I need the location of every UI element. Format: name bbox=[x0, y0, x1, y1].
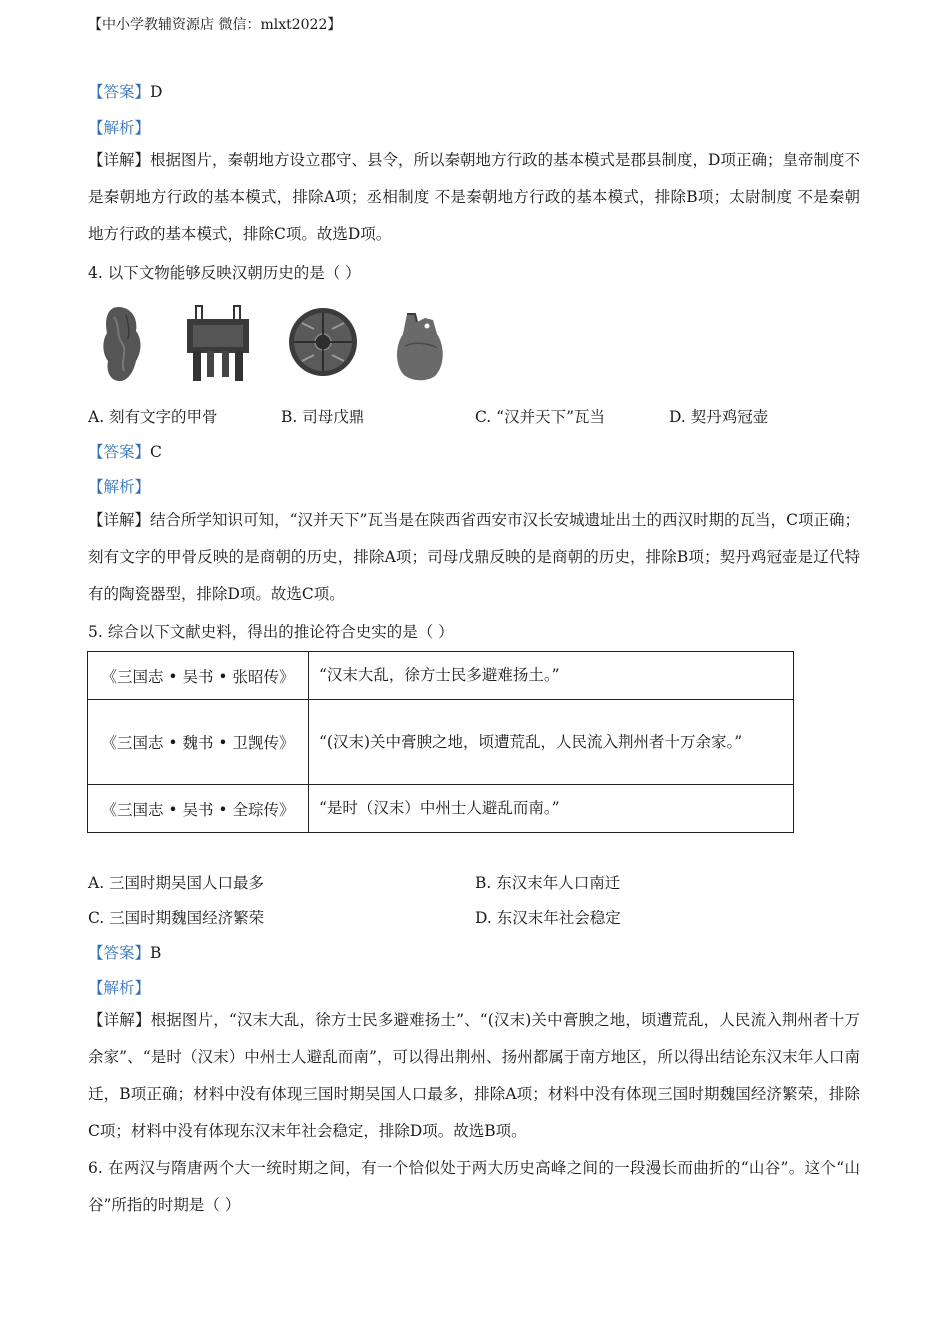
ding-vessel-icon bbox=[183, 303, 253, 383]
q5-detail bbox=[88, 1002, 860, 1150]
q5-option-b: B. 东汉末年人口南迁 bbox=[475, 874, 621, 892]
q5-option-d: D. 东汉末年社会稳定 bbox=[475, 909, 621, 927]
detail-text: 结合所学知识可知，“汉并天下”瓦当是在陕西省西安市汉长安城遗址出土的西汉时期的瓦当，C项正确；刻有文字的甲骨反映的是商朝的历史，排除A项；司母戊鼎反映的是商朝的历史，排除B项；契丹鸡冠壶是辽代特有的陶瓷器型，排除D项。故选C项。 bbox=[88, 511, 860, 603]
table-row bbox=[88, 700, 794, 785]
q3-answer-line bbox=[88, 80, 162, 102]
q4-option-b: B. 司母戊鼎 bbox=[281, 408, 365, 426]
q5-option-c: C. 三国时期魏国经济繁荣 bbox=[88, 909, 265, 927]
source-cell: 《三国志 • 吴书 • 全琮传》 bbox=[88, 785, 309, 833]
source-cell: 《三国志 • 魏书 • 卫觊传》 bbox=[88, 700, 309, 785]
khitan-pot-icon bbox=[393, 310, 447, 382]
answer-tag: 【答案】 bbox=[88, 443, 151, 461]
q4-answer-line bbox=[88, 440, 162, 462]
q6-question: 6. 在两汉与隋唐两个大一统时期之间，有一个恰似处于两大历史高峰之间的一段漫长而曲折的“山谷”。这个“山谷”所指的时期是（ ） bbox=[88, 1159, 860, 1214]
q5-option-a: A. 三国时期吴国人口最多 bbox=[88, 874, 265, 892]
q5-question: 5. 综合以下文献史料，得出的推论符合史实的是（ ） bbox=[88, 623, 454, 641]
oracle-bone-icon bbox=[98, 305, 146, 383]
tile-end-icon bbox=[288, 307, 358, 377]
table-row bbox=[88, 652, 794, 700]
q4-question: 4. 以下文物能够反映汉朝历史的是（ ） bbox=[88, 264, 361, 282]
q3-detail bbox=[88, 142, 860, 253]
answer-tag: 【答案】 bbox=[88, 944, 151, 962]
table-row bbox=[88, 785, 794, 833]
detail-tag: 【详解】 bbox=[88, 511, 151, 529]
detail-tag: 【详解】 bbox=[88, 1011, 151, 1029]
quote-cell: “是时（汉末）中州士人避乱而南。” bbox=[309, 785, 794, 833]
q3-analysis-tag: 【解析】 bbox=[88, 119, 151, 137]
q4-option-a: A. 刻有文字的甲骨 bbox=[88, 408, 218, 426]
answer-tag: 【答案】 bbox=[88, 83, 151, 101]
q4-option-d: D. 契丹鸡冠壶 bbox=[669, 408, 769, 426]
detail-text: 根据图片，秦朝地方设立郡守、县令，所以秦朝地方行政的基本模式是郡县制度，D项正确；皇帝制度不是秦朝地方行政的基本模式，排除A项；丞相制度 不是秦朝地方行政的基本模式，排除B项；太尉制度 不是秦朝地方行政的基本模式，排除C项。故选D项。 bbox=[88, 151, 860, 243]
q4-option-c: C. “汉并天下”瓦当 bbox=[475, 408, 606, 426]
answer-value: D bbox=[150, 83, 163, 101]
quote-cell: “(汉末)关中膏腴之地，顷遭荒乱，人民流入荆州者十万余家。” bbox=[309, 700, 794, 785]
q4-detail bbox=[88, 502, 860, 613]
detail-tag: 【详解】 bbox=[88, 151, 151, 169]
q4-analysis-tag: 【解析】 bbox=[88, 478, 151, 496]
answer-value: C bbox=[150, 443, 162, 461]
answer-value: B bbox=[150, 944, 162, 962]
source-cell: 《三国志 • 吴书 • 张昭传》 bbox=[88, 652, 309, 700]
q5-analysis-tag: 【解析】 bbox=[88, 979, 151, 997]
header-watermark: 【中小学教辅资源店 微信：mlxt2022】 bbox=[88, 17, 342, 33]
quote-cell: “汉末大乱，徐方士民多避难扬土。” bbox=[309, 652, 794, 700]
source-table bbox=[87, 651, 794, 833]
q5-answer-line bbox=[88, 941, 161, 963]
detail-text: 根据图片，“汉末大乱，徐方士民多避难扬土”、“(汉末)关中膏腴之地，顷遭荒乱，人民流入荆州者十万余家”、“是时（汉末）中州士人避乱而南”，可以得出荆州、扬州都属于南方地区，所以得出结论东汉末年人口南迁，B项正确；材料中没有体现三国时期吴国人口最多，排除A项；材料中没有体现三国时期魏国经济繁荣，排除C项；材料中没有体现东汉末年社会稳定，排除D项。故选B项。 bbox=[88, 1011, 860, 1140]
